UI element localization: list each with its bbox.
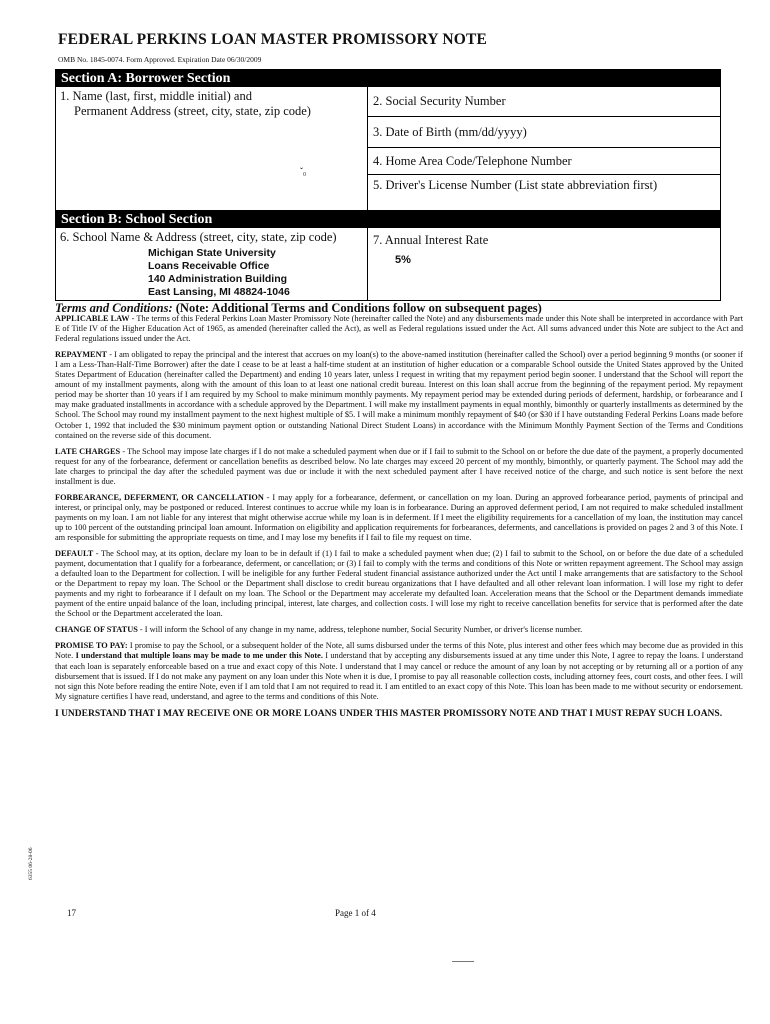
form-code: 6355 06-28-06 bbox=[28, 847, 34, 880]
late-charges-paragraph: LATE CHARGES - The School may impose late charges if I do not make a scheduled payment when due or if I fail to submit to the School on or before the due date of the payment, a properly documented request for any of the forbearance, deferment or cancellation benefits as described below. No late charges may exceed 20 percent of my monthly, bimonthly, or quarterly payment. The School may add the late charges to principal the day after the scheduled payment was due or include it with the next scheduled payment after I have received notice of the charge, and such notice is sent before the next installment is due. bbox=[55, 446, 743, 486]
scan-mark: ˇ₀ bbox=[300, 166, 307, 176]
name-address-label-2: Permanent Address (street, city, state, zip code) bbox=[74, 104, 311, 118]
section-b-heading: Section B: School Section bbox=[56, 211, 720, 228]
section-b bbox=[55, 210, 721, 301]
ssn-field[interactable] bbox=[368, 87, 720, 117]
section-a bbox=[55, 69, 721, 212]
default-paragraph: DEFAULT - The School may, at its option, declare my loan to be in default if (1) I fail to make a scheduled payment when due; (2) I fail to submit to the School, on or before the due date of a scheduled payment, documentation that I qualify for a forbearance, deferment, or cancellation; or (3) I fail to comply with the terms and conditions of this Note or written repayment agreement. The School may assign a defaulted loan to the Department for collection. I will be ineligible for any further Federal student financial assistance authorized under the Act until I make arrangements that are satisfactory to the School or the Department to repay my loan. The School or the Department shall disclose to credit bureau organizations that I have defaulted and all other relevant loan information. I will lose my right to defer payments and my right to forbearance if I default on my loan. The School or the Department may accelerate my defaulted loan. Acceleration means that the School or the Department demands immediate payment of the entire unpaid balance of the loan, including principal, interest, late charges, and collection costs. I will lose my right to receive cancellation benefits for service that is performed after the date the School or the Department accelerated the loan. bbox=[55, 549, 743, 619]
terms-body bbox=[55, 303, 743, 720]
forbearance-paragraph: FORBEARANCE, DEFERMENT, OR CANCELLATION - I may apply for a forbearance, deferment, or cancellation on my loan. During an approved forbearance period, payments of principal and interest, or principal only, may be postponed or reduced. Interest continues to accrue while my loan is in forbearance. During an approved deferment period, I am not required to make scheduled installment payments on my loan. I am not liable for any interest that might otherwise accrue while my loan is in deferment. If I meet the eligibility requirements for a cancellation of my loan, the institution may cancel up to 100 percent of the outstanding principal loan amount. Information on eligibility and application requirements for forbearances, deferments, and cancellations is provided on pages 2 and 3 of this Note. I am responsible for submitting the appropriate requests on time, and I may lose my benefits if I fail to file my request on time. bbox=[55, 492, 743, 542]
interest-rate-label: 7. Annual Interest Rate bbox=[373, 233, 489, 247]
final-statement: I UNDERSTAND THAT I MAY RECEIVE ONE OR MORE LOANS UNDER THIS MASTER PROMISSORY NOTE AND THAT I MUST REPAY SUCH LOANS. bbox=[55, 708, 723, 719]
name-address-field[interactable] bbox=[56, 87, 368, 211]
drivers-license-field[interactable] bbox=[368, 175, 720, 211]
change-status-paragraph: CHANGE OF STATUS - I will inform the School of any change in my name, address, telephone number, Social Security Number, or driver's license number. bbox=[55, 625, 583, 635]
applicable-law-paragraph: APPLICABLE LAW - The terms of this Federal Perkins Loan Master Promissory Note (hereinafter called the Note) and any disbursements made under this Note shall be interpreted in accordance with Part E of Title IV of the Higher Education Act of 1965, as amended (hereinafter called the Act), as well as Federal regulations issued under the Act. All sums advanced under this Note are subject to the Act and Federal regulations issued under the Act. bbox=[55, 314, 743, 344]
section-a-heading: Section A: Borrower Section bbox=[56, 70, 720, 87]
repayment-paragraph: REPAYMENT - I am obligated to repay the principal and the interest that accrues on my loan(s) to the above-named institution (hereinafter called the School) over a period beginning 9 months (or sooner if I am a Less-Than-Half-Time Borrower) after the date I cease to be at least a half-time student at an institution of higher education or a comparable School outside the United States approved by the United States Department of Education (hereinafter called the Department) and ending 10 years later, unless I request in writing that my repayment period begin sooner. I understand that the School will report the amount of my installment payments, along with the amount of this loan to at least one national credit bureau. Interest on this loan shall accrue from the beginning of the repayment period. My repayment period may be shorter than 10 years if I am required by my School to make minimum monthly payments. My repayment period may be extended during periods of deferment, hardship, or forbearance and I may make graduated installments in accordance with a schedule approved by the Department. I will make my installment payments in equal monthly, bimonthly or quarterly installments as determined by the School. The School may round my installment payment to the next highest multiple of $5. I will make a minimum monthly repayment of $40 (or $30 if I have outstanding Federal Perkins Loans made before October 1, 1992 that included the $30 minimum payment option or outstanding National Direct Student Loans) in accordance with the Minimum Monthly Payment Section of the Terms and Conditions contained on the reverse side of this document. bbox=[55, 350, 743, 440]
school-city: East Lansing, MI 48824-1046 bbox=[148, 286, 290, 298]
page-title: FEDERAL PERKINS LOAN MASTER PROMISSORY NOTE bbox=[58, 31, 488, 48]
school-label: 6. School Name & Address (street, city, state, zip code) bbox=[60, 230, 337, 244]
scan-artifact bbox=[452, 961, 474, 962]
school-office: Loans Receivable Office bbox=[148, 260, 270, 272]
name-address-label-1: 1. Name (last, first, middle initial) and bbox=[60, 89, 252, 103]
promise-paragraph: PROMISE TO PAY: I promise to pay the School, or a subsequent holder of the Note, all sums disbursed under the terms of this Note, plus interest and other fees which may become due as provided in this Note. I understand that multiple loans may be made to me under this Note. I understand that by accepting any disbursements issued at any time under this Note, I agree to repay the loans. I understand that each loan is separately enforceable based on a true and exact copy of this Note. I understand that I may cancel or reduce the amount of any loan by not accepting or by returning all or a portion of any disbursement that is issued. If I do not make any payment on any loan under this Note when it is due, I promise to pay all reasonable collection costs, including attorney fees, court costs, and other fees. I will not sign this Note before reading the entire Note, even if I am told that I am not required to read it. I am entitled to an exact copy of this Note. This loan has been made to me without security or endorsement. My signature certifies I have read, understand, and agree to the terms and conditions of this Note. bbox=[55, 641, 743, 701]
page-number: Page 1 of 4 bbox=[335, 908, 376, 918]
terms-heading: Terms and Conditions: (Note: Additional Terms and Conditions follow on subsequent pages) bbox=[55, 301, 542, 315]
drivers-license-label: 5. Driver's License Number (List state abbreviation first) bbox=[373, 178, 658, 192]
dob-label: 3. Date of Birth (mm/dd/yyyy) bbox=[373, 124, 527, 139]
omb-number: OMB No. 1845-0074. Form Approved. Expiration Date 06/30/2009 bbox=[58, 55, 262, 64]
ssn-label: 2. Social Security Number bbox=[373, 94, 506, 108]
interest-rate-value: 5% bbox=[395, 254, 411, 266]
dob-field[interactable] bbox=[368, 117, 720, 148]
school-building: 140 Administration Building bbox=[148, 273, 288, 285]
phone-field[interactable] bbox=[368, 148, 720, 175]
phone-label: 4. Home Area Code/Telephone Number bbox=[373, 153, 572, 168]
school-field bbox=[56, 228, 368, 300]
school-name: Michigan State University bbox=[148, 247, 276, 259]
footer-number: 17 bbox=[67, 908, 76, 918]
